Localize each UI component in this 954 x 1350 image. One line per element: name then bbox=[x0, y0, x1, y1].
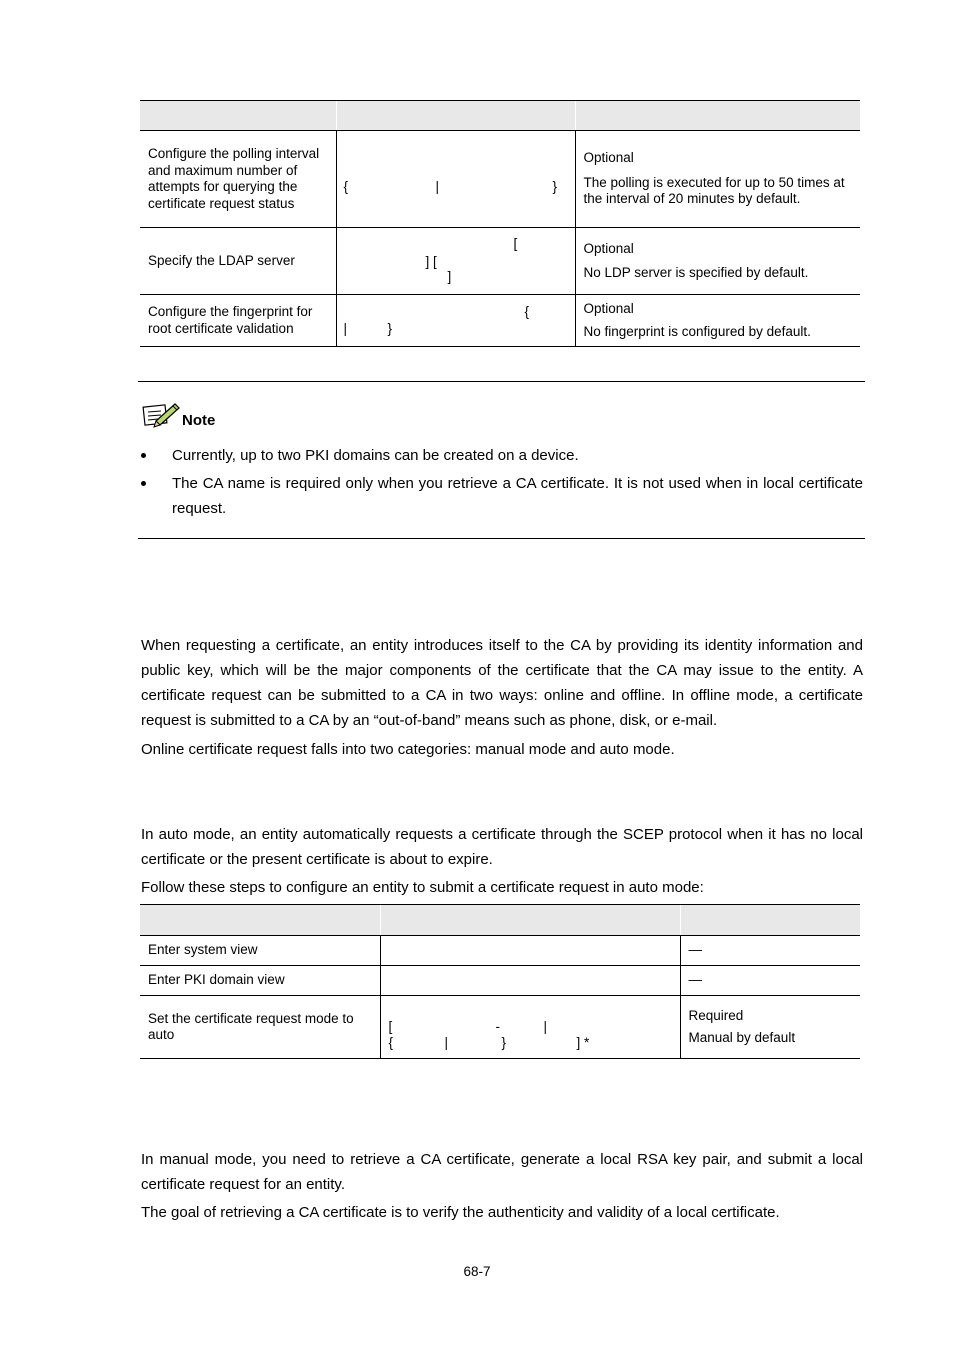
remarks-detail: No LDP server is specified by default. bbox=[583, 265, 809, 280]
list-item-text: The CA name is required only when you retrieve a CA certificate. It is not used when in local certificate request. bbox=[172, 475, 863, 517]
bullet-icon bbox=[141, 453, 146, 458]
table-row bbox=[140, 228, 860, 295]
remarks-status: Optional bbox=[583, 301, 634, 316]
command-cell bbox=[380, 966, 680, 996]
table-row bbox=[140, 131, 860, 228]
table-header bbox=[140, 905, 860, 936]
task-cell: Set the certificate request mode to auto bbox=[140, 996, 380, 1059]
command-glyph: [ bbox=[513, 236, 518, 251]
command-glyph: ] * bbox=[576, 1035, 590, 1050]
task-cell: Enter PKI domain view bbox=[140, 966, 380, 996]
remarks-cell: — bbox=[680, 966, 860, 996]
command-cell bbox=[380, 936, 680, 966]
table-row bbox=[140, 295, 860, 347]
paragraph: The goal of retrieving a CA certificate is to verify the authenticity and validity of a local certificate. bbox=[141, 1204, 780, 1221]
command-glyph: | bbox=[444, 1035, 449, 1050]
command-glyph: [ bbox=[388, 1019, 393, 1034]
paragraph: In auto mode, an entity automatically requests a certificate through the SCEP protocol when it has no local certificate or the present certificate is about to expire. bbox=[141, 826, 863, 868]
paragraph: Online certificate request falls into two categories: manual mode and auto mode. bbox=[141, 741, 675, 758]
task-cell: Configure the fingerprint for root certificate validation bbox=[140, 295, 336, 347]
note-top-rule bbox=[138, 381, 865, 382]
config-table-1 bbox=[140, 100, 860, 347]
remarks-detail: The polling is executed for up to 50 times at the interval of 20 minutes by default. bbox=[583, 174, 845, 207]
remarks-cell bbox=[575, 131, 860, 228]
command-cell bbox=[336, 131, 575, 228]
command-glyph: { bbox=[524, 304, 530, 319]
command-glyph: ] [ bbox=[425, 254, 437, 269]
command-cell bbox=[380, 996, 680, 1059]
remarks-cell bbox=[680, 996, 860, 1059]
paragraph: When requesting a certificate, an entity introduces itself to the CA by providing its identity information and public key, which will be the major components of the certificate that the CA may issue to the entity. A certificate request can be submitted to a CA in two ways: online and offline. In offline mode, a certificate request is submitted to a CA by an “out-of-band” means such as phone, disk, or e-mail. bbox=[141, 637, 863, 729]
table-row bbox=[140, 936, 860, 966]
config-table-2 bbox=[140, 904, 860, 1059]
command-glyph: | bbox=[435, 179, 440, 194]
remarks-status: Optional bbox=[583, 150, 634, 166]
task-cell: Specify the LDAP server bbox=[140, 228, 336, 295]
remarks-cell bbox=[575, 228, 860, 295]
paragraph: Follow these steps to configure an entity to submit a certificate request in auto mode: bbox=[141, 879, 704, 896]
command-glyph: { bbox=[343, 179, 349, 194]
table-row bbox=[140, 966, 860, 996]
list-item-text: Currently, up to two PKI domains can be created on a device. bbox=[172, 447, 579, 464]
remarks-status: Required bbox=[688, 1007, 744, 1023]
page-number: 68-7 bbox=[463, 1264, 491, 1279]
command-glyph: } bbox=[387, 321, 393, 336]
table-header bbox=[140, 101, 860, 131]
task-cell: Configure the polling interval and maximum number of attempts for querying the certificate request status bbox=[140, 131, 336, 228]
table-row bbox=[140, 996, 860, 1059]
note-label: Note bbox=[182, 412, 216, 429]
command-glyph: | bbox=[543, 1019, 548, 1034]
command-glyph: ] bbox=[447, 269, 452, 284]
note-list bbox=[141, 443, 863, 521]
command-glyph: } bbox=[552, 179, 558, 194]
note-bottom-rule bbox=[138, 538, 865, 539]
remarks-detail: No fingerprint is configured by default. bbox=[583, 323, 811, 339]
command-glyph: - bbox=[495, 1019, 500, 1034]
remarks-cell bbox=[575, 295, 860, 347]
task-cell: Enter system view bbox=[140, 936, 380, 966]
command-cell bbox=[336, 295, 575, 347]
paragraph: In manual mode, you need to retrieve a CA certificate, generate a local RSA key pair, and submit a local certificate request for an entity. bbox=[141, 1151, 863, 1193]
command-glyph: } bbox=[501, 1035, 507, 1050]
command-cell bbox=[336, 228, 575, 295]
bullet-icon bbox=[141, 481, 146, 486]
remarks-detail: Manual by default bbox=[688, 1030, 796, 1045]
remarks-status: Optional bbox=[583, 240, 634, 256]
list-item bbox=[141, 443, 863, 468]
note-pencil-icon bbox=[142, 400, 182, 428]
list-item bbox=[141, 471, 863, 521]
command-glyph: { bbox=[388, 1035, 394, 1050]
remarks-cell: — bbox=[680, 936, 860, 966]
command-glyph: | bbox=[343, 321, 348, 336]
